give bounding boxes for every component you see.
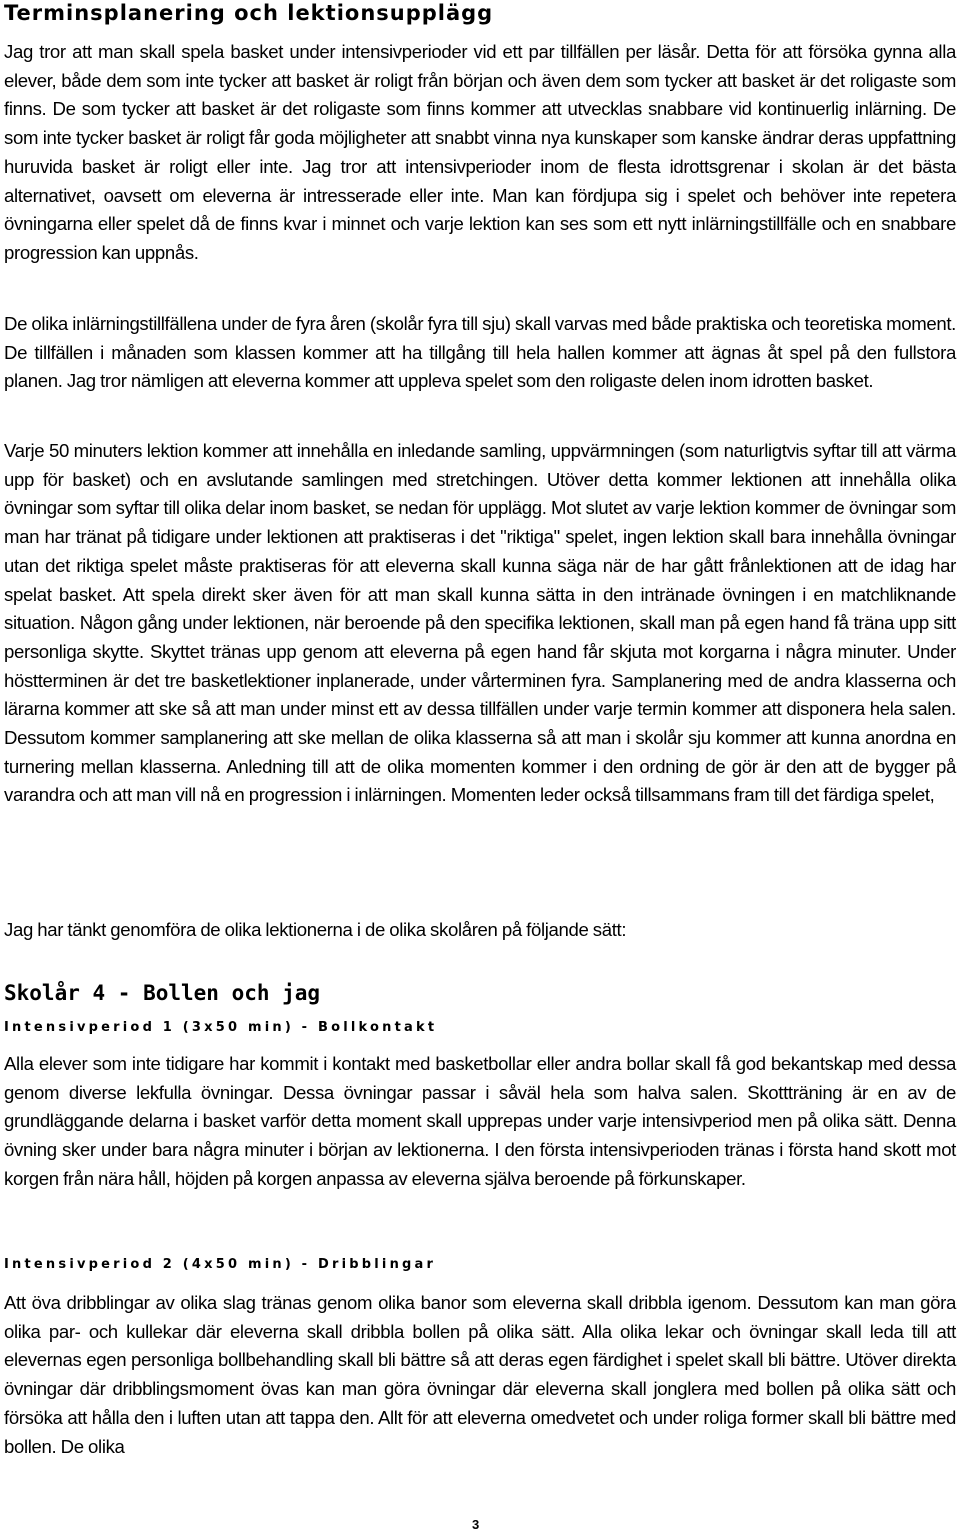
page-number: 3 [472,1517,480,1532]
paragraph-dribblingar: Att öva dribblingar av olika slag tränas genom olika banor som eleverna skall dribbla igenom. Dessutom kan man göra olika par- och kullekar där eleverna skall dribbla bollen på olika sätt. Alla olika lekar och övningar skall leda till att elevernas egen personliga bollbehandling skall bli bättre så att deras egen färdighet i spelet skall bli bättre. Utöver direkta övningar där dribblingsmoment övas kan man göra övningar där eleverna skall jonglera med bollen på olika sätt och försöka att hålla den i luften utan att tappa den. Allt för att eleverna omedvetet och under roliga former skall bli bättre med bollen. De olika [4,1292,956,1457]
paragraph-intensivperioder: Jag tror att man skall spela basket under intensivperioder vid ett par tillfällen per läsår. Detta för att försöka gynna alla elever, både dem som inte tycker att basket är roligt från början och även dem som tycker att basket är det roligaste som finns. De som tycker att basket är det roligaste som finns kommer att utvecklas snabbare vid kontinuerlig inlärning. De som inte tycker basket är roligt får goda möjligheter att snabbt vinna nya kunskaper som kanske ändrar deras uppfattning huruvida basket är roligt eller inte. Jag tror att intensivperioder inom de flesta idrottsgrenar i skolan är det bästa alternativet, oavsett om eleverna är intresserade eller inte. Man kan fördjupa sig i spelet och behöver inte repetera övningarna eller spelet då de finns kvar i minnet och varje lektion kan ses som ett nytt inlärningstillfälle och en snabbare progression kan uppnås. [4,41,956,263]
section-heading-skolar-4: Skolår 4 - Bollen och jag [4,981,321,1005]
paragraph-lektionsupplagg: Varje 50 minuters lektion kommer att innehålla en inledande samling, uppvärmningen (som naturligtvis syftar till att värma upp för basket) och en avslutande samlingen med stretchingen. Utöver detta kommer lektionen att innehålla olika övningar som syftar till olika delar inom basket, se nedan för upplägg. Mot slutet av varje lektion kommer de övningar som man har tränat på tidigare under lektionen att praktiseras i det "riktiga" spelet, ingen lektion skall bara innehålla övningar utan det riktiga spelet måste praktiseras för att eleverna skall kunna säga när de har gått frånlektionen att de idag har spelat basket. Att spela direkt sker även för att man skall kunna sätta in den intränade övningen i en matchliknande situation. Någon gång under lektionen, när beroende på den specifika lektionen, skall man på egen hand få träna upp sitt personliga skytte. Skyttet tränas upp genom att eleverna på egen hand får skjuta mot korgarna i några minuter. Under höstterminen är det tre basketlektioner inplanerade, under vårterminen fyra. Samplanering med de andra klasserna och lärarna kommer att ske så att man under minst ett av dessa tillfällen under varje termin kommer att disponera hela salen. Dessutom kommer samplanering att ske mellan de olika klasserna så att man i skolår sju kommer att kunna anordna en turnering mellan klasserna. Anledning till att de olika momenten kommer i den ordning de gör är den att de bygger på varandra och att man vill nå en progression i inlärningen. Momenten leder också tillsammans fram till det färdiga spelet, [4,440,956,806]
paragraph-bollkontakt: Alla elever som inte tidigare har kommit i kontakt med basketbollar eller andra bollar skall få god bekantskap med dessa genom diverse lekfulla övningar. Dessa övningar passar i såväl hela som halva salen. Skottträning är en av de grundläggande delarna i basket varför detta moment skall upprepas under varje intensivperiod men på olika sätt. Denna övning sker under bara några minuter i början av lektionerna. I den första intensivperioden tränas i första hand skott mot korgen från nära håll, höjden på korgen anpassa av eleverna själva beroende på förkunskaper. [4,1053,956,1189]
subheading-intensivperiod-2: Intensivperiod 2 (4x50 min) - Dribblingar [4,1257,437,1272]
page-heading: Terminsplanering och lektionsupplägg [4,1,494,25]
paragraph-genomforande: Jag har tänkt genomföra de olika lektionerna i de olika skolåren på följande sätt: [4,919,627,940]
paragraph-inlarningstillfallen: De olika inlärningstillfällena under de fyra åren (skolår fyra till sju) skall varvas med både praktiska och teoretiska moment. De tillfällen i månaden som klassen kommer att ha tillgång till hela hallen kommer att ägnas åt spel på den fullstora planen. Jag tror nämligen att eleverna kommer att uppleva spelet som den roligaste delen inom idrotten basket. [4,313,956,392]
subheading-intensivperiod-1: Intensivperiod 1 (3x50 min) - Bollkontakt [4,1020,438,1035]
